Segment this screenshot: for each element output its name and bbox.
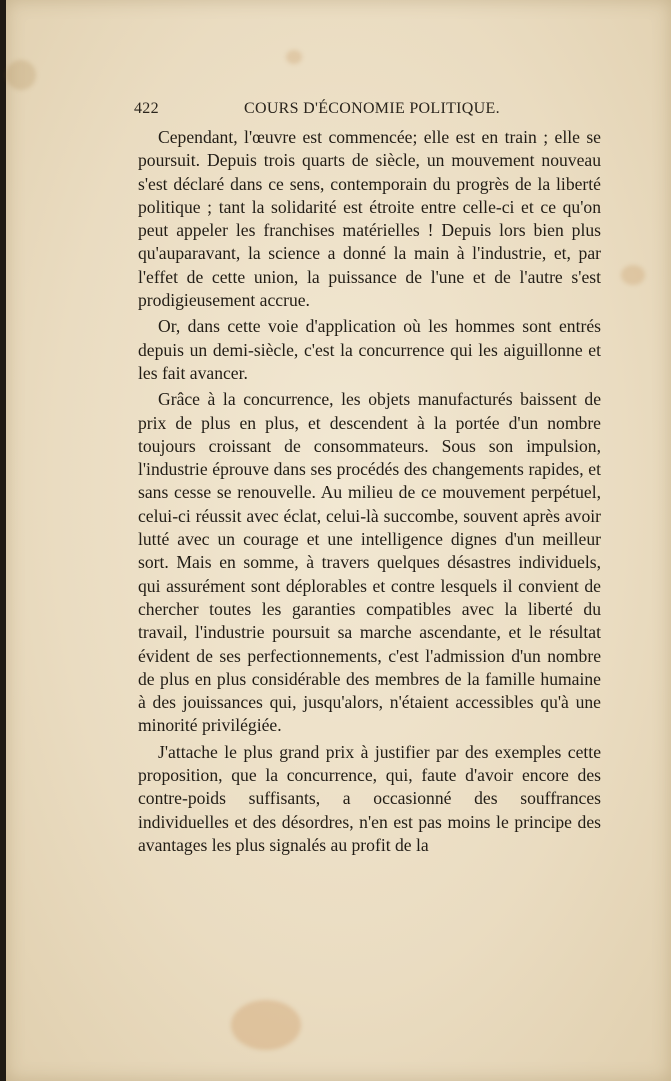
paper-stain [621, 265, 645, 285]
page-number: 422 [134, 100, 159, 117]
paragraph: Or, dans cette voie d'application où les hommes sont entrés depuis un demi-siècle, c'est la concurrence qui les aiguillonne et les fait avancer. [138, 316, 601, 383]
paragraph: Cependant, l'œuvre est commencée; elle est en train ; elle se poursuit. Depuis trois quarts de siècle, un mouvement nouveau s'est déclaré dans ce sens, contemporain du progrès de la liberté politique ; tant la solidarité est étroite entre celle-ci et ce qu'on peut appeler les franchises matérielles ! Depuis lors bien plus qu'auparavant, la science a donné la main à l'industrie, et, par l'effet de cette union, la puissance de l'une et de l'autre s'est prodigieusement accrue. [138, 127, 601, 311]
paper-stain [6, 60, 36, 90]
body-text [138, 126, 601, 860]
paragraph: Grâce à la concurrence, les objets manufacturés baissent de prix de plus en plus, et descendent à la portée d'un nombre toujours croissant de consommateurs. Sous son impulsion, l'industrie éprouve dans ses procédés des changements rapides, et sans cesse se renouvelle. Au milieu de ce mouvement perpétuel, celui-ci réussit avec éclat, celui-là succombe, souvent après avoir lutté avec un courage et une intelligence dignes d'un meilleur sort. Mais en somme, à travers quelques désastres individuels, qui assurément sont déplorables et contre lesquels il convient de chercher toutes les garanties compatibles avec la liberté du travail, l'industrie poursuit sa marche ascendante, et le résultat évident de ses perfectionnements, c'est l'admission d'un nombre de plus en plus considérable des membres de la famille humaine à des jouissances qui, jusqu'alors, n'étaient accessibles qu'à une minorité privilégiée. [138, 389, 601, 736]
paper-stain [286, 50, 302, 64]
paper-stain [231, 1000, 301, 1050]
paragraph: J'attache le plus grand prix à justifier par des exemples cette proposition, que la concurrence, qui, faute d'avoir encore des contre-poids suffisants, a occasionné des souffrances individuelles et des désordres, n'en est pas moins le principe des avantages les plus signalés au profit de la [138, 741, 601, 855]
running-head: COURS D'ÉCONOMIE POLITIQUE. [244, 100, 500, 117]
